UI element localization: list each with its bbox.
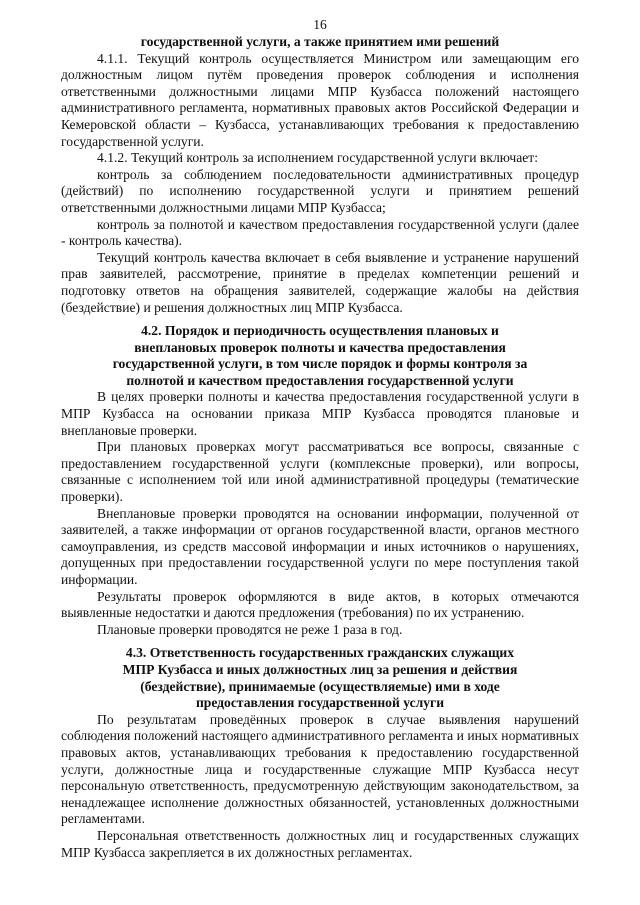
heading-4-3-line: предоставления государственной услуги (195, 695, 445, 711)
heading-4-2-line: внеплановых проверок полноты и качества предоставления (134, 339, 506, 355)
heading-4-2-line: полнотой и качеством предоставления государственной услуги (126, 372, 514, 388)
heading-4-3-line: 4.3. Ответственность государственных гражданских служащих (125, 645, 515, 661)
paragraph-4-3-responsibility: По результатам проведённых проверок в случае выявления нарушений соблюдения положений настоящего административного регламента и иных нормативных правовых актов, устанавливающих требования к предоставлению государственной услуги, должностные лица и государственные служащие МПР Кузбасса несут персональную ответственность, предусмотренную действующим законодательством, за ненадлежащее исполнение должностных обязанностей, установленных должностными регламентами. (61, 711, 579, 827)
paragraph-4-2-results: Результаты проверок оформляются в виде актов, в которых отмечаются выявленные недостатки и даются предложения (требования) по их устранению. (61, 588, 579, 621)
paragraph-4-2-planned: При плановых проверках могут рассматриваться все вопросы, связанные с предоставлением государственной услуги (комплексные проверки), или вопросы, связанные с исполнением той или иной административной процедуры (тематические проверки). (61, 439, 579, 505)
paragraph-4-2-frequency: Плановые проверки проводятся не реже 1 раза в год. (97, 621, 403, 637)
section-heading-4-3 (61, 645, 579, 711)
heading-4-3-line: МПР Кузбасса и иных должностных лиц за решения и действия (122, 661, 518, 677)
heading-4-2-line: 4.2. Порядок и периодичность осуществления плановых и (141, 323, 499, 339)
heading-4-3-line: (бездействие), принимаемые (осуществляемые) ими в ходе (140, 678, 500, 694)
paragraph-4-2-unplanned: Внеплановые проверки проводятся на основании информации, полученной от заявителей, а также информации от органов государственной власти, органов местного самоуправления, из средств массовой информации и иных источников о нарушениях, допущенных при предоставлении государственной услуги по мере поступления такой информации. (61, 505, 579, 587)
paragraph-4-3-personal: Персональная ответственность должностных лиц и государственных служащих МПР Кузбасса закрепляется в их должностных регламентах. (61, 827, 579, 860)
paragraph-control-sequence: контроль за соблюдением последовательности административных процедур (действий) по исполнению государственной услуги и принятием решений ответственными должностными лицами МПР Кузбасса; (61, 166, 579, 215)
heading-4-2-line: государственной услуги, в том числе порядок и формы контроля за (112, 356, 528, 372)
page-number: 16 (313, 17, 327, 32)
paragraph-control-quality: контроль за полнотой и качеством предоставления государственной услуги (далее - контроль качества). (61, 216, 579, 249)
paragraph-control-quality-includes: Текущий контроль качества включает в себя выявление и устранение нарушений прав заявителей, рассмотрение, принятие в пределах компетенции решений и подготовку ответов на обращения заявителей, содержащие жалобы на действия (бездействие) и решения должностных лиц МПР Кузбасса. (61, 249, 579, 315)
paragraph-4-1-1: 4.1.1. Текущий контроль осуществляется Министром или замещающим его должностным лицом путём проведения проверок соблюдения и исполнения ответственными должностными лицами МПР Кузбасса положений настоящего административного регламента, нормативных правовых актов Российской Федерации и Кемеровской области – Кузбасса, устанавливающих требования к предоставлению государственной услуги. (61, 50, 579, 149)
document-page (61, 0, 579, 861)
paragraph-4-2-purpose: В целях проверки полноты и качества предоставления государственной услуги в МПР Кузбасса на основании приказа МПР Кузбасса проводятся плановые и внеплановые проверки. (61, 389, 579, 438)
top-heading: государственной услуги, а также принятием ими решений (140, 34, 500, 49)
section-heading-4-2 (61, 323, 579, 389)
paragraph-4-1-2: 4.1.2. Текущий контроль за исполнением государственной услуги включает: (97, 150, 538, 166)
